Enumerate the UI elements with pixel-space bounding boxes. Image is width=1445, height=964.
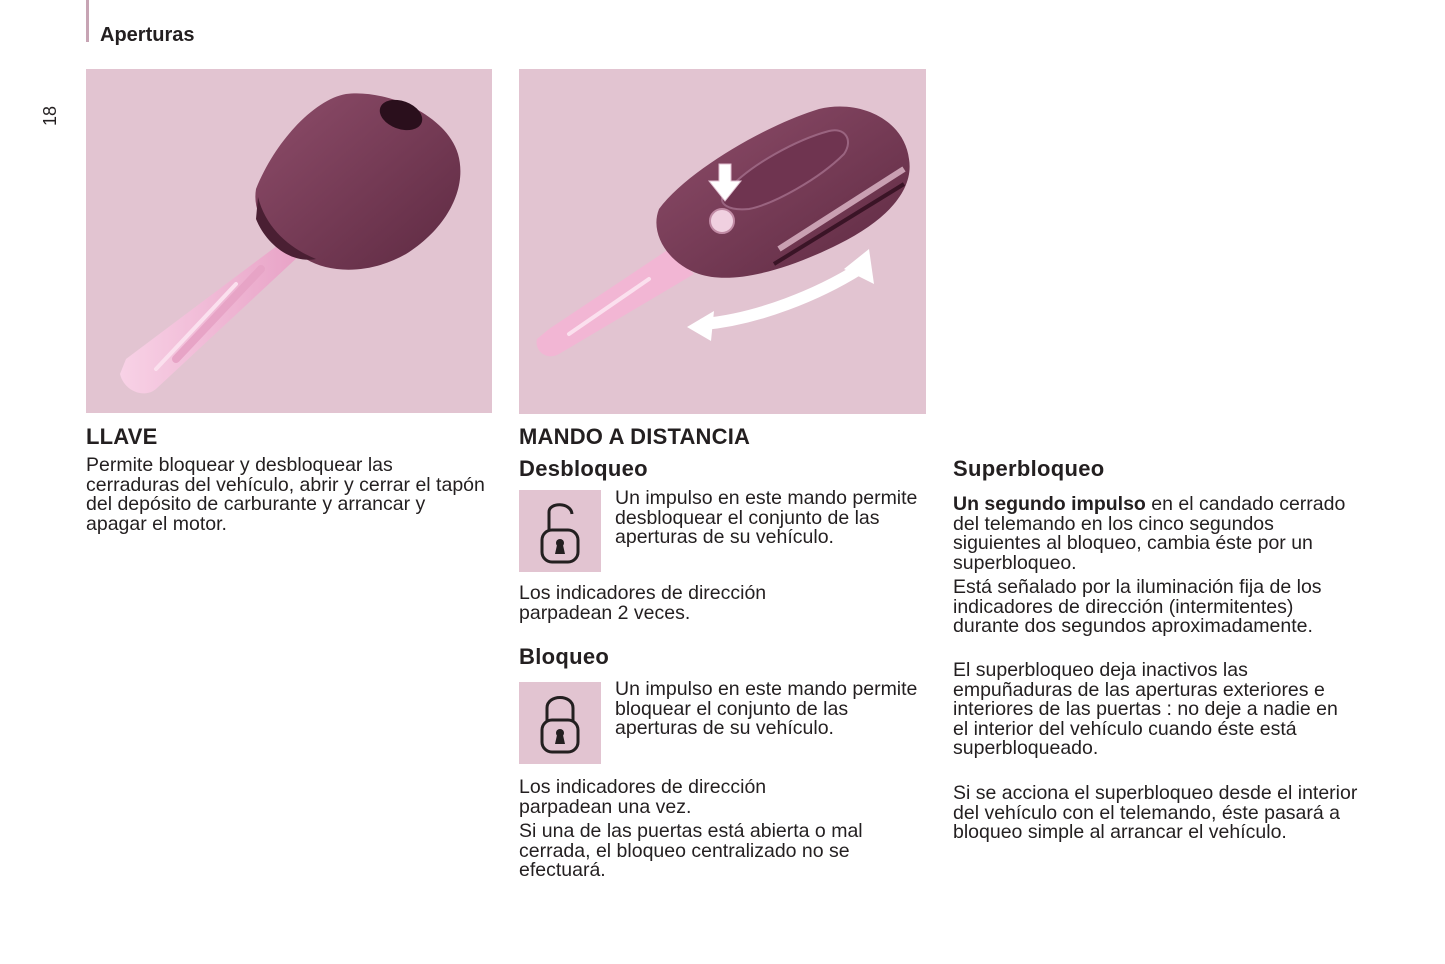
superbloqueo-p1-rest: en el candado cerrado del telemando en los cinco segundos siguientes al bloqueo, cambia éste por un superbloqueo.: [953, 493, 1346, 574]
superbloqueo-p1: [953, 495, 1353, 573]
bloqueo-note-1: Los indicadores de dirección parpadean una vez.: [519, 776, 767, 818]
key-illustration: [86, 69, 492, 413]
desbloqueo-title: Desbloqueo: [519, 456, 648, 481]
remote-blade: [537, 249, 694, 356]
bloqueo-title: Bloqueo: [519, 644, 610, 669]
superbloqueo-p1-bold: Un segundo impulso: [953, 493, 1146, 515]
padlock-open-icon: [519, 490, 601, 572]
llave-title: LLAVE: [86, 424, 158, 449]
mando-title: MANDO A DISTANCIA: [519, 424, 751, 449]
section-title: Aperturas: [100, 24, 195, 46]
key-blade: [120, 239, 301, 393]
key-head: [255, 93, 460, 269]
desbloqueo-instruction: Un impulso en este mando permite desbloquear el conjunto de las aperturas de su vehículo.: [615, 487, 918, 548]
remote-illustration: [519, 69, 926, 414]
llave-text: Permite bloquear y desbloquear las cerraduras del vehículo, abrir y cerrar el tapón del depósito de carburante y arrancar y apagar el motor.: [86, 454, 485, 535]
bloqueo-instruction: Un impulso en este mando permite bloquear el conjunto de las aperturas de su vehículo.: [615, 678, 918, 739]
superbloqueo-p4: Si se acciona el superbloqueo desde el interior del vehículo con el telemando, éste pasará a bloqueo simple al arrancar el vehículo.: [953, 782, 1358, 843]
bloqueo-note-2: Si una de las puertas está abierta o mal cerrada, el bloqueo centralizado no se efectuará.: [519, 820, 863, 881]
remote-body: [656, 106, 909, 277]
superbloqueo-title: Superbloqueo: [953, 456, 1105, 481]
page-number: 18: [40, 105, 60, 126]
padlock-closed-icon: [519, 682, 601, 764]
superbloqueo-p2: Está señalado por la iluminación fija de los indicadores de dirección (intermitentes) durante dos segundos aproximadamente.: [953, 576, 1322, 637]
desbloqueo-note: Los indicadores de dirección parpadean 2 veces.: [519, 582, 767, 624]
superbloqueo-p3: El superbloqueo deja inactivos las empuñaduras de las aperturas exteriores e interiores de las puertas : no deje a nadie en el interior del vehículo cuando éste está superbloqueado.: [953, 659, 1338, 759]
header-accent-bar: [86, 0, 89, 42]
